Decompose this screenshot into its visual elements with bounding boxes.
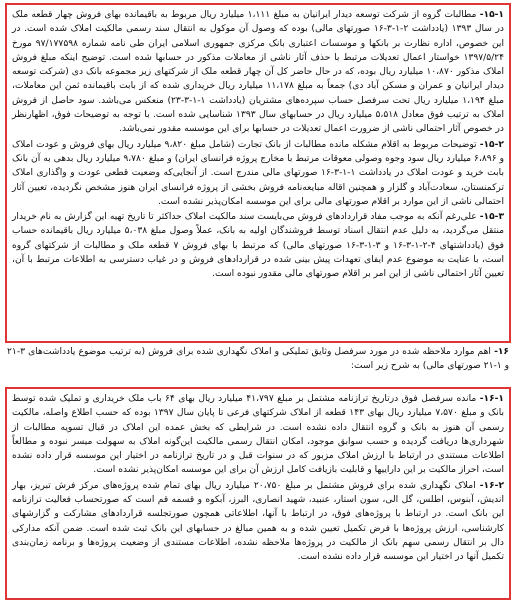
paragraph-text: مانده سرفصل فوق درتاریخ ترازنامه مشتمل بر مبلغ ۴۱،۷۹۷ میلیارد ریال بهای ۶۴ باب ملک خریداری و تملیک شده توسط بانک و مبلغ ۷،۵۷۰ میلیارد ریال بهای ۱۴۳ قطعه از املاک شرکتهای فرعی تا پایان سال ۱۳۹۷ بوده که حسب اطلاع واصله، مالکیت رسمی آن هنوز به بانک و گروه انتقال داده نشده است. در شرایطی که بخش عمده این املاک در قبال تسویه مطالبات از شهرداری‌ها دریافت گردیده و حسب سوابق موجود، امکان انتقال رسمی مالکیت این‌گونه املاک به سهولت میسر نبوده و مطالعاً اطلاعات مستندی در ارتباط با ارزش املاک مزبور که در سنوات قبل و در تاریخ ترازنامه در اختیار این موسسه قرار داده نشده است، احراز مالکیت بر این داراییها و قابلیت بازیافت کامل ارزش آن برای این موسسه امکان‌پذیر نشده است. — [12, 394, 505, 476]
section-number: ۱۶- — [494, 347, 509, 357]
paragraph-16-2 — [12, 479, 504, 565]
highlight-box-bottom — [5, 387, 511, 600]
paragraph-number: ۱۶-۲- — [479, 480, 505, 491]
paragraph-text: توضیحات مربوط به اقلام مشکله مانده مطالبات از بانک تجارت (شامل مبلغ ۹،۸۲۰ میلیارد ریال بهای فروش و عودت املاک و ۶،۸۹۶ میلیارد ریال سود وجوه وصولی معوقات مرتبط با مخارج پروژه فرانسای ایران) و مبلغ ۹،۷۸۰ میلیارد ریال بدهی به آن بانک بابت خرید و عودت املاک در یادداشت ۱-۱-۳-۱۶ صورتهای مالی مندرج است. از آنجایی‌که وضعیت قطعی عودت و واگذاری املاک ترکمنستان، سعادت‌آباد و گلزار و همچنین اقاله مبایعه‌نامه فروش بخشی از پروژه فرانسای ایران هنوز مشخص نگردیده، تعیین آثار احتمالی ناشی از این موارد بر اقلام صورتهای مالی برای این موسسه امکان‌پذیر نشده است. — [12, 139, 504, 207]
paragraph-text: مطالبات گروه از شرکت توسعه دیدار ایرانیان به مبلغ ۱،۱۱۱ میلیارد ریال مربوط به باقیمانده بهای فروش چهار قطعه ملک در سال ۱۳۹۳ (یادداشت ۲-۱-۳-۱۶ صورتهای مالی) بوده که وصول آن موکول به انتقال سند رسمی مالکیت املاک شده است. در این خصوص، اداره نظارت بر بانکها و موسسات اعتباری بانک مرکزی جمهوری اسلامی ایران طی نامه شماره ۹۷/۱۷۷۵۹۸ مورخ ۱۳۹۷/۵/۲۴ خواستار اعمال تعدیلات مرتبط با حذف آثار ناشی از معاملات مذکور در حسابها شده است. توضیح اینکه مبلغ فروش املاک مذکور ۱۰،۸۷۰ میلیارد ریال بوده، که در حال حاضر کل آن چهار قطعه ملک از شرکتهای زیر مجموعه بانک دی (شرکت توسعه دیدار ایرانیان و عمران و مسکن آباد دی) جمعاً به مبلغ ۱۱،۱۷۸ میلیارد ریال خریداری شده که از بابت باقیمانده ثمن این معاملات، مبلغ ۱،۱۹۴ میلیارد ریال تحت سرفصل حساب سپرده‌های مشتریان (یادداشت ۱-۱-۳-۲۳) منعکس می‌باشد. سود حاصل از فروش املاک به ترتیب فوق معادل ۵،۵۱۸ میلیارد ریال در حسابهای سال ۱۳۹۳ شناسایی شده است. با توجه به توضیحات فوق، اظهارنظر در خصوص آثار احتمالی ناشی از ضرورت اعمال تعدیلات در حسابها برای این موسسه مقدور نمی‌باشد. — [12, 10, 505, 135]
paragraph-15-3 — [12, 210, 504, 281]
paragraph-text: علی‌رغم آنکه به موجب مفاد قراردادهای فروش می‌بایست سند مالکیت املاک حداکثر تا تاریخ تهیه این گزارش به نام خریدار منتقل می‌گردید، به دلیل عدم انتقال اسناد توسط فروشندگان اولیه به بانک، عملاً وصول مبلغ ۵،۰۳۸ میلیارد ریال باقیمانده حساب فوق (یادداشتهای ۴-۲-۱-۳-۱۶ و ۳-۱-۳-۱۶ صورتهای مالی) که مرتبط با بهای فروش ۷ قطعه ملک و مطالبات از شرکتهای گروه است، با عنایت به موضوع عدم ایفای تعهدات پیش بینی شده در قراردادهای فروش و در غیاب دسترسی به اطلاعات مرتبط با آن، تعیین آثار احتمالی ناشی از این امر بر اقلام صورتهای مالی مقدور نبوده است. — [12, 212, 505, 280]
paragraph-number: ۱۵-۲- — [479, 139, 504, 150]
section-text: اهم موارد ملاحظه شده در مورد سرفصل وثایق تملیکی و املاک نگهداری شده برای فروش (به ترتیب موضوع یادداشت‌های ۳-۲۱ و ۱-۲۱ صورتهای مالی) به شرح زیر است: — [7, 347, 509, 372]
section-16-heading — [7, 345, 509, 374]
paragraph-number: ۱۵-۱- — [479, 10, 504, 20]
paragraph-text: املاک نگهداری شده برای فروش مشتمل بر مبلغ ۲۰،۷۵۰ میلیارد ریال بهای تمام شده پروژه‌های مرکز فرش تبریز، بهار اندیش، آبنوس، اطلس، گل الی، سون استار، عنبید، شهید انصاری، البرز، آبکوه و قسمه قم است که صورتحساب فعالیت ترازنامه این بانک است. در ارتباط با پروژه‌های فوق، در ارتباط با آنها، اطلاعاتی همچون صورتجلسه قراردادهای مشارکت و گزارشهای کارشناسی، ارزش پروژه‌ها با فرض تکمیل تعیین شده و به همین مبالغ در حسابهای این بانک ثبت شده است. ضمن آنکه مدارکی دال بر انتقال رسمی سهم بانک از مالکیت در پروژه‌ها ملاحظه نشده، اطلاعات مستندی از وضعیت پروژه‌ها و برنامه زمان‌بندی تکمیل آنها در اختیار این موسسه قرار داده نشده است. — [12, 480, 504, 563]
paragraph-16-1 — [12, 392, 504, 478]
paragraph-number: ۱۵-۳- — [479, 212, 505, 223]
paragraph-number: ۱۶-۱- — [479, 394, 504, 404]
paragraph-15-2 — [12, 138, 504, 209]
highlight-box-top — [5, 3, 511, 343]
paragraph-15-1 — [12, 8, 504, 137]
